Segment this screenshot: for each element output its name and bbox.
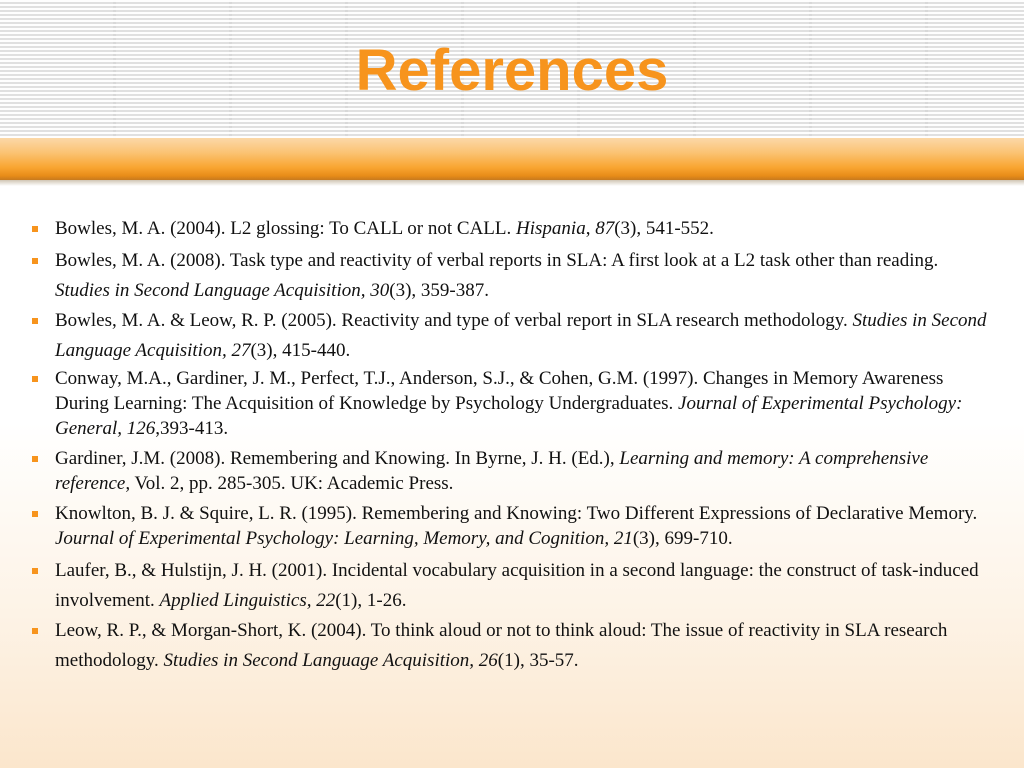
reference-volume: 87 (595, 218, 615, 239)
reference-authors-title: Laufer, B., & Hulstijn, J. H. (2001). Incidental vocabulary acquisition in a second language: the construct of task-induced involvement. (55, 560, 979, 611)
reference-list (30, 216, 990, 676)
square-bullet-icon (32, 568, 38, 574)
reference-authors-title: Conway, M.A., Gardiner, J. M., Perfect, T.J., Anderson, S.J., & Cohen, G.M. (1997). Changes in Memory Awareness During Learning: The Acquisition of Knowledge by Psychology Undergraduates. (55, 368, 944, 414)
reference-pages: (3), 699-710. (632, 528, 733, 549)
square-bullet-icon (32, 258, 38, 264)
reference-pages: (3), 541-552. (614, 218, 714, 239)
reference-source: Studies in Second Language Acquisition, 27 (55, 310, 987, 361)
reference-text (55, 218, 714, 239)
reference-text (55, 250, 938, 301)
reference-item (30, 246, 990, 306)
header-band-shadow (0, 180, 1024, 186)
reference-text (55, 310, 987, 361)
reference-item (30, 216, 990, 241)
reference-pages: (3), 359-387. (389, 280, 489, 301)
reference-source: Hispania (516, 218, 586, 239)
reference-authors-title: Leow, R. P., & Morgan-Short, K. (2004). To think aloud or not to think aloud: The issue of reactivity in SLA research methodology. (55, 620, 948, 671)
square-bullet-icon (32, 226, 38, 232)
reference-pages: (1), 1-26. (335, 590, 407, 611)
reference-source: Studies in Second Language Acquisition, 26 (163, 650, 498, 671)
square-bullet-icon (32, 456, 38, 462)
square-bullet-icon (32, 628, 38, 634)
reference-source: Journal of Experimental Psychology: General, 126 (55, 393, 963, 439)
reference-pages: (1), 35-57. (497, 650, 579, 671)
reference-authors-title: Knowlton, B. J. & Squire, L. R. (1995). Remembering and Knowing: Two Different Expressions of Declarative Memory. (55, 503, 978, 524)
reference-authors-title: Bowles, M. A. (2004). L2 glossing: To CALL or not CALL. (55, 218, 517, 239)
reference-source: Learning and memory: A comprehensive reference, (55, 448, 929, 494)
reference-source: Journal of Experimental Psychology: Learning, Memory, and Cognition, 21 (55, 528, 633, 549)
reference-pages: Vol. 2, pp. 285-305. UK: Academic Press. (130, 473, 454, 494)
reference-authors-title: Bowles, M. A. (2008). Task type and reactivity of verbal reports in SLA: A first look at a L2 task other than reading. (55, 250, 939, 271)
reference-text (55, 368, 962, 439)
slide-title: References (355, 38, 669, 103)
reference-item (30, 616, 990, 676)
reference-pages: ,393-413. (155, 418, 229, 439)
reference-separator: , (585, 218, 596, 239)
reference-text (55, 448, 928, 494)
reference-text (55, 560, 979, 611)
square-bullet-icon (32, 318, 38, 324)
square-bullet-icon (32, 511, 38, 517)
reference-authors-title: Bowles, M. A. & Leow, R. P. (2005). Reactivity and type of verbal report in SLA research methodology. (55, 310, 853, 331)
reference-authors-title: Gardiner, J.M. (2008). Remembering and Knowing. In Byrne, J. H. (Ed.), (55, 448, 620, 469)
reference-item (30, 306, 990, 366)
square-bullet-icon (32, 376, 38, 382)
header-band (0, 138, 1024, 180)
reference-source: Applied Linguistics, 22 (159, 590, 336, 611)
reference-source: Studies in Second Language Acquisition, 30 (55, 280, 390, 301)
reference-item (30, 366, 990, 441)
reference-item (30, 556, 990, 616)
reference-item (30, 446, 990, 496)
reference-item (30, 501, 990, 551)
reference-text (55, 620, 947, 671)
reference-pages: (3), 415-440. (250, 340, 351, 361)
reference-text (55, 503, 977, 549)
